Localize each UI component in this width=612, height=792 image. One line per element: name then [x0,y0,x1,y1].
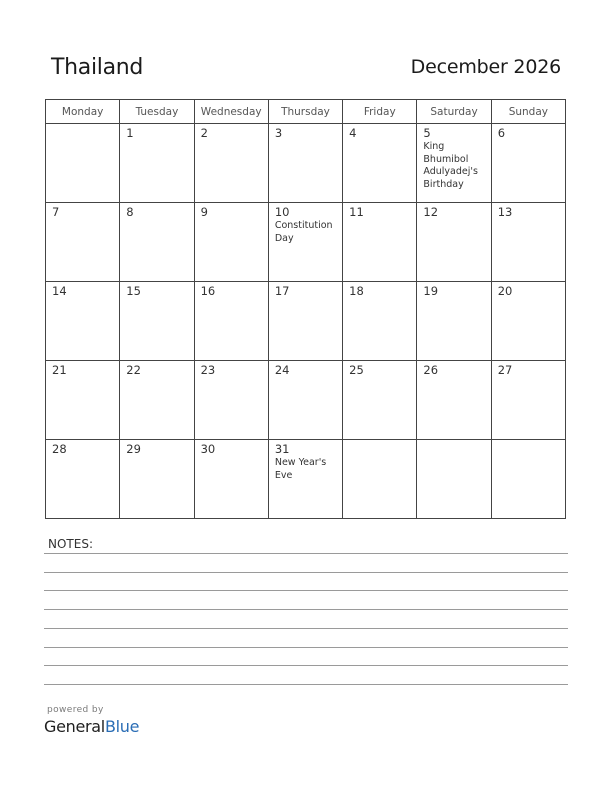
day-number: 31 [274,442,290,456]
notes-label: NOTES: [48,537,93,551]
day-number: 7 [52,205,60,219]
day-cell [194,203,268,282]
day-cell [120,282,194,361]
day-number: 2 [200,126,208,140]
day-cell [268,124,342,203]
day-number: 3 [274,126,283,140]
generalblue-logo[interactable] [44,717,139,736]
day-number: 30 [200,442,216,456]
day-number: 1 [126,126,134,140]
weekday-header-row [46,100,566,124]
week-row [46,203,566,282]
day-number: 26 [423,363,439,377]
day-number: 23 [200,363,216,377]
weekday-saturday: Saturday [417,100,491,124]
day-cell [46,282,120,361]
day-cell [417,361,491,440]
day-cell [268,440,342,519]
day-cell [417,440,491,519]
day-cell [120,203,194,282]
day-number: 6 [497,126,506,140]
day-cell [417,124,491,203]
day-number: 17 [274,284,290,298]
day-cell [120,361,194,440]
day-number: 16 [200,284,216,298]
weekday-sunday: Sunday [491,100,565,124]
notes-line [44,684,568,685]
day-number: 10 [274,205,290,219]
brand-blue: Blue [104,717,140,736]
week-row [46,361,566,440]
day-cell [491,124,565,203]
day-number: 14 [52,284,67,298]
day-number: 18 [349,284,364,298]
day-cell [491,440,565,519]
day-number: 28 [52,442,67,456]
day-cell [194,124,268,203]
notes-line [44,553,568,554]
notes-line [44,628,568,629]
day-number: 15 [126,284,141,298]
weekday-monday: Monday [46,100,120,124]
day-number: 13 [497,205,513,219]
day-number: 22 [126,363,141,377]
weekday-wednesday: Wednesday [194,100,268,124]
weekday-friday: Friday [343,100,417,124]
day-cell [491,282,565,361]
day-cell [343,124,417,203]
day-cell [46,203,120,282]
day-cell [268,361,342,440]
country-title: Thailand [51,55,144,80]
notes-line [44,590,568,591]
notes-line [44,572,568,573]
weekday-thursday: Thursday [268,100,342,124]
day-cell [194,361,268,440]
day-cell [417,282,491,361]
day-number: 24 [274,363,290,377]
day-cell [417,203,491,282]
calendar-grid [45,99,566,519]
day-cell [120,124,194,203]
day-number: 9 [200,205,208,219]
brand-general: General [44,717,105,736]
day-cell [343,203,417,282]
holiday-label: Constitution Day [274,220,333,244]
day-number: 5 [423,126,431,140]
day-cell [491,203,565,282]
holiday-label: King Bhumibol Adulyadej's Birthday [423,141,478,190]
weekday-tuesday: Tuesday [120,100,194,124]
day-number: 19 [423,284,439,298]
day-cell [343,361,417,440]
month-year-title: December 2026 [410,56,561,78]
day-cell [46,124,120,203]
day-cell [120,440,194,519]
notes-line [44,609,568,610]
day-cell [46,361,120,440]
day-number: 27 [497,363,513,377]
day-cell [268,203,342,282]
day-number: 4 [349,126,357,140]
week-row [46,282,566,361]
day-cell [491,361,565,440]
notes-line [44,647,568,648]
day-cell [46,440,120,519]
day-number: 25 [349,363,364,377]
day-number: 29 [126,442,141,456]
week-row [46,440,566,519]
powered-by-text: powered by [47,705,104,715]
week-row [46,124,566,203]
holiday-label: New Year's Eve [274,457,327,481]
day-number: 12 [423,205,439,219]
day-number: 8 [126,205,134,219]
day-number: 21 [52,363,67,377]
day-cell [194,282,268,361]
day-number: 20 [497,284,513,298]
day-number: 11 [349,205,364,219]
notes-line [44,665,568,666]
day-cell [343,440,417,519]
day-cell [194,440,268,519]
day-cell [268,282,342,361]
day-cell [343,282,417,361]
